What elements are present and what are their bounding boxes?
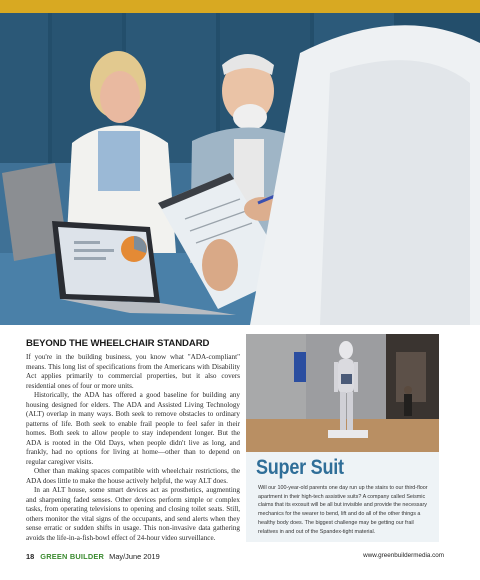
page-number: 18 [26, 552, 35, 561]
sidebar-box [246, 334, 439, 542]
article-paragraph: Other than making spaces compatible with wheelchair restrictions, the ADA does little to make the house actively helpful, the way ALT does. [26, 467, 240, 485]
main-photo [0, 13, 480, 325]
issue-date: May/June 2019 [109, 552, 160, 561]
article-column [26, 338, 240, 543]
page-footer [26, 552, 444, 564]
magazine-name: GREEN BUILDER [40, 552, 105, 561]
sidebar-title: Super Suit [256, 456, 344, 479]
article-paragraph: Historically, the ADA has offered a good baseline for building any housing designed for elders. The ADA and Assisted Living Technology (ALT) overlap in many ways. Both seek to remove obstacles to ordinary patterns of life. Both seek to enable frail people to feel safer in their homes. Both seek to allow people to stay independent longer. But the ADA is rooted in the Old Days, when people didn't live as long, and frankly, had no options for living at home—other than to depend on regular caregiver visits. [26, 391, 240, 466]
article-paragraph: If you're in the building business, you know what "ADA-compliant" means. This long list of specifications from the Americans with Disability Act applies primarily to commercial properties, but it also covers residential ones of four or more units. [26, 353, 240, 390]
top-accent-bar [0, 0, 480, 13]
article-paragraph: In an ALT house, some smart devices act as prosthetics, augmenting and sharpening faded senses. Other devices perform simple or complex tasks, from operating televisions to opening and closing toilet seats. Still, others monitor the vital signs of the occupants, and send alerts when they sense erratic or sudden shifts in usage. This non-invasive data gathering avoids the life-in-a-fish-bowl effect of 24-hour video surveillance. [26, 486, 240, 542]
article-headline: BEYOND THE WHEELCHAIR STANDARD [26, 338, 210, 349]
website-url: www.greenbuildermedia.com [363, 552, 444, 559]
exosuit-mannequin-photo [246, 334, 439, 452]
sidebar-text: Will our 100-year-old parents one day run up the stairs to our third-floor apartment in their high-tech assistive suits? A company called Seismic claims that its exosuit will be all but invisible and provide the necessary mechanics for the wearer to bend, lift and do all of the other things a healthy body does. The biggest challenge may be getting our frail relatives in and out of the Spandex-tight material. [258, 485, 428, 535]
article-body [26, 353, 240, 543]
